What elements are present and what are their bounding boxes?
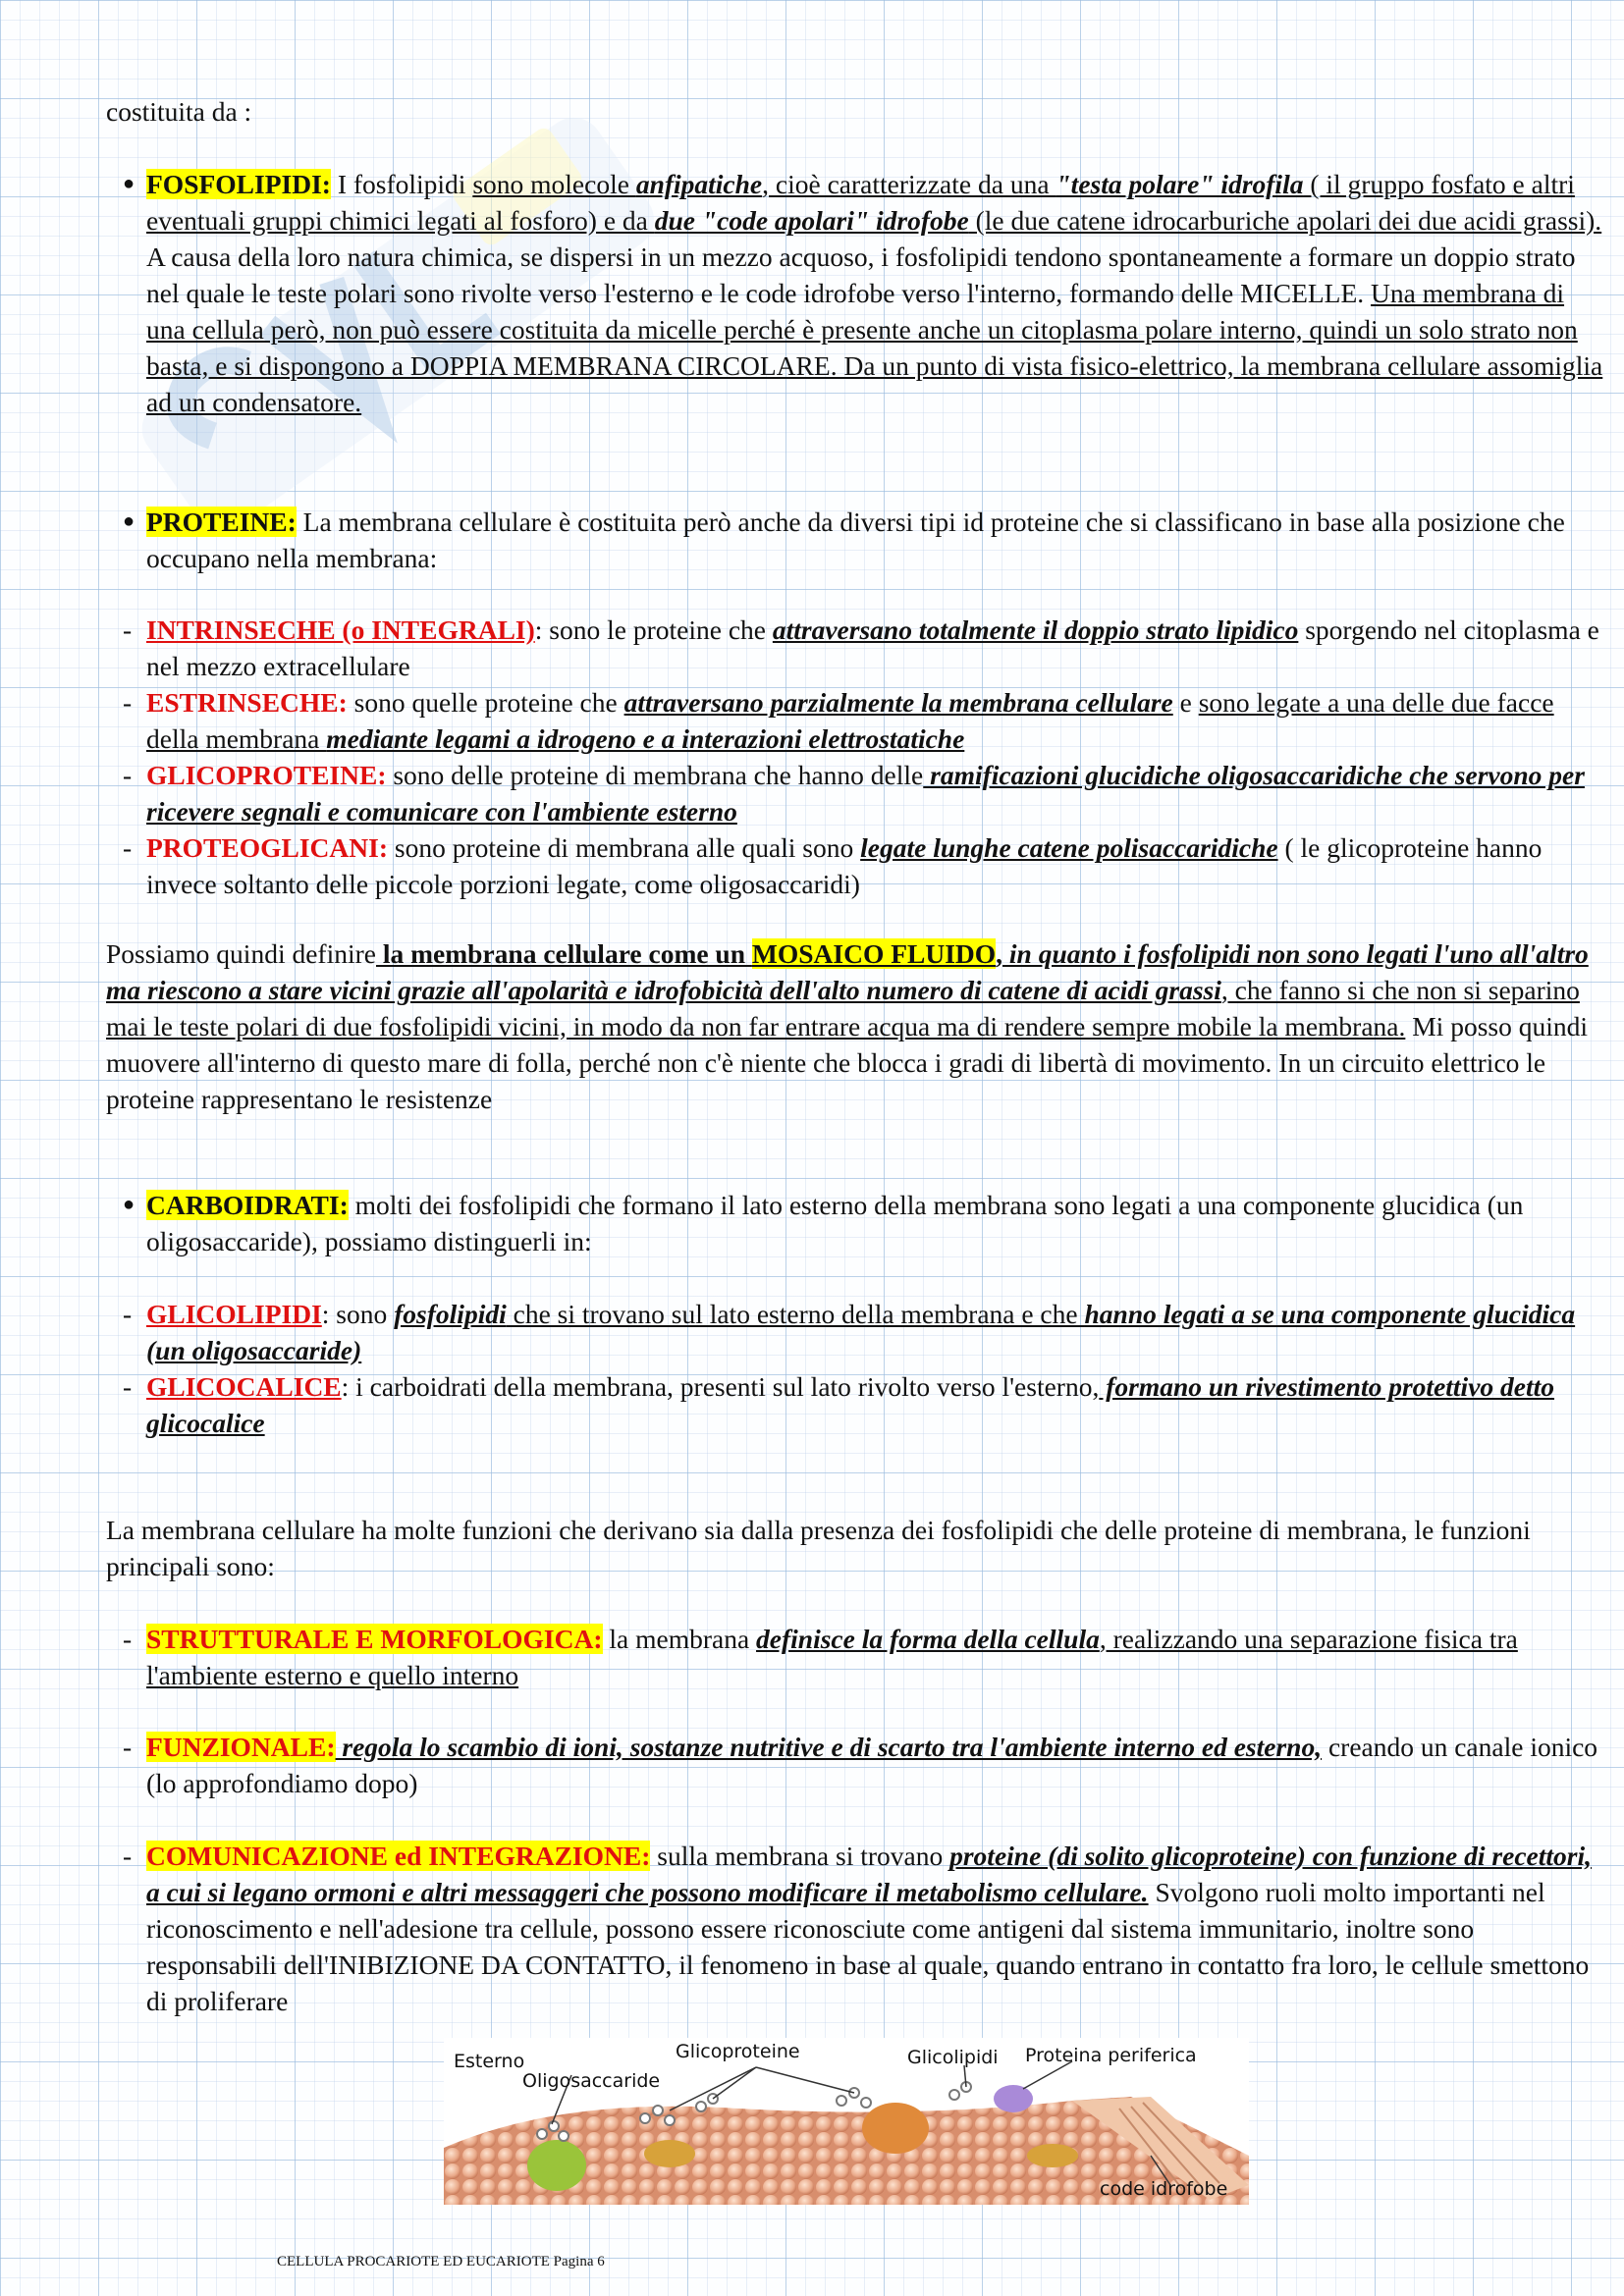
- funzioni-intro: La membrana cellulare ha molte funzioni che derivano sia dalla presenza dei fosfolipidi che delle proteine di membrana, le funzioni principali sono:: [106, 1515, 1531, 1581]
- bullet-icon: ●: [123, 1194, 135, 1215]
- glicolipidi-item: GLICOLIPIDI: sono fosfolipidi che si trovano sul lato esterno della membrana e che hanno legati a se una componente glucidica (un oligosaccaride): [146, 1299, 1576, 1365]
- comunicazione-item: COMUNICAZIONE ed INTEGRAZIONE: sulla membrana si trovano proteine (di solito glicoproteine) con funzione di recettori, a cui si legano ormoni e altri messaggeri che possono modificare il metabolismo cellulare. Svolgono ruoli molto importanti nel riconoscimento e nell'adesione tra cellule, possono essere riconosciute come antigeni dal sistema immunitario, inoltre sono responsabili dell'INIBIZIONE DA CONTATTO, il fenomeno in base al quale, quando entrano in contatto fra loro, le cellule smettono di proliferare: [146, 1841, 1592, 2016]
- carboidrati-label: CARBOIDRATI:: [146, 1190, 349, 1220]
- intro-text: costituita da :: [106, 96, 252, 127]
- figure-label-code-idrofobe: code idrofobe: [1100, 2178, 1228, 2200]
- protein-periferal-gold: [1027, 2144, 1078, 2167]
- estrinseche-item: ESTRINSECHE: sono quelle proteine che attraversano parzialmente la membrana cellulare e sono legate a una delle due facce della membrana mediante legami a idrogeno e a interazioni elettrostatiche: [146, 687, 1554, 754]
- membrane-figure: [444, 2038, 1249, 2205]
- proteine-paragraph: PROTEINE: La membrana cellulare è costituita però anche da diversi tipi id proteine che si classificano in base alla posizione che occupano nella membrana:: [146, 507, 1565, 573]
- page-footer: CELLULA PROCARIOTE ED EUCARIOTE Pagina 6: [277, 2254, 605, 2269]
- figure-label-proteina-periferica: Proteina periferica: [1025, 2045, 1197, 2066]
- dash-marker: -: [123, 687, 133, 718]
- protein-orange: [862, 2103, 929, 2154]
- dash-marker: -: [123, 1624, 133, 1654]
- figure-label-oligosaccaride: Oligosaccaride: [522, 2070, 661, 2092]
- dash-marker: -: [123, 832, 133, 863]
- proteoglicani-item: PROTEOGLICANI: sono proteine di membrana alle quali sono legate lunghe catene polisaccaridiche ( le glicoproteine hanno invece soltanto delle piccole porzioni legate, come oligosaccaridi): [146, 832, 1543, 899]
- funzionale-item: FUNZIONALE: regola lo scambio di ioni, sostanze nutritive e di scarto tra l'ambiente interno ed esterno, creando un canale ionico (lo approfondiamo dopo): [146, 1732, 1598, 1798]
- carboidrati-paragraph: CARBOIDRATI: molti dei fosfolipidi che formano il lato esterno della membrana sono legati a una componente glucidica (un oligosaccaride), possiamo distinguerli in:: [146, 1190, 1524, 1256]
- mosaico-fluido-highlight: MOSAICO FLUIDO: [751, 938, 997, 969]
- bullet-icon: ●: [123, 510, 135, 532]
- intrinseche-item: INTRINSECHE (o INTEGRALI): sono le proteine che attraversano totalmente il doppio strato lipidico sporgendo nel citoplasma e nel mezzo extracellulare: [146, 614, 1599, 681]
- figure-label-glicoproteine: Glicoproteine: [676, 2041, 800, 2062]
- fosfolipidi-paragraph: FOSFOLIPIDI: I fosfolipidi sono molecole anfipatiche, cioè caratterizzate da una "testa polare" idrofila ( il gruppo fosfato e altri eventuali gruppi chimici legati al fosforo) e da due "code apolari" idrofobe (le due catene idrocarburiche apolari dei due acidi grassi). A causa della loro natura chimica, se dispersi in un mezzo acquoso, i fosfolipidi tendono spontaneamente a formare un doppio strato nel quale le teste polari sono rivolte verso l'esterno e le code idrofobe verso l'interno, formando delle MICELLE. Una membrana di una cellula però, non può essere costituita da micelle perché è presente anche un citoplasma polare interno, quindi un solo strato non basta, e si dispongono a DOPPIA MEMBRANA CIRCOLARE. Da un punto di vista fisico-elettrico, la membrana cellulare assomiglia ad un condensatore.: [146, 169, 1603, 417]
- bullet-icon: ●: [123, 173, 135, 194]
- dash-marker: -: [123, 1371, 133, 1402]
- protein-green: [527, 2140, 586, 2191]
- figure-label-esterno: Esterno: [454, 2051, 525, 2072]
- dash-marker: -: [123, 1299, 133, 1329]
- fosfolipidi-label: FOSFOLIPIDI:: [146, 169, 331, 199]
- dash-marker: -: [123, 1841, 133, 1871]
- strutturale-item: STRUTTURALE E MORFOLOGICA: la membrana definisce la forma della cellula, realizzando una separazione fisica tra l'ambiente esterno e quello interno: [146, 1624, 1518, 1690]
- protein-yellow: [644, 2140, 695, 2167]
- protein-periferal-purple: [994, 2085, 1033, 2112]
- dash-marker: -: [123, 614, 133, 645]
- mosaico-paragraph: Possiamo quindi definire la membrana cellulare come un MOSAICO FLUIDO, in quanto i fosfolipidi non sono legati l'uno all'altro ma riescono a stare vicini grazie all'apolarità e idrofobicità dell'alto numero di catene di acidi grassi, che fanno si che non si separino mai le teste polari di due fosfolipidi vicini, in modo da non far entrare acqua ma di rendere sempre mobile la membrana. Mi posso quindi muovere all'interno di questo mare di folla, perché non c'è niente che blocca i gradi di libertà di movimento. In un circuito elettrico le proteine rappresentano le resistenze: [106, 938, 1589, 1114]
- membrane-illustration: [444, 2038, 1249, 2205]
- dash-marker: -: [123, 760, 133, 790]
- figure-label-glicolipidi: Glicolipidi: [907, 2047, 999, 2068]
- dash-marker: -: [123, 1732, 133, 1762]
- glicoproteine-item: GLICOPROTEINE: sono delle proteine di membrana che hanno delle ramificazioni glucidiche oligosaccaridiche che servono per ricevere segnali e comunicare con l'ambiente esterno: [146, 760, 1585, 827]
- glicocalice-item: GLICOCALICE: i carboidrati della membrana, presenti sul lato rivolto verso l'esterno, formano un rivestimento protettivo detto glicocalice: [146, 1371, 1555, 1438]
- proteine-label: PROTEINE:: [146, 507, 297, 537]
